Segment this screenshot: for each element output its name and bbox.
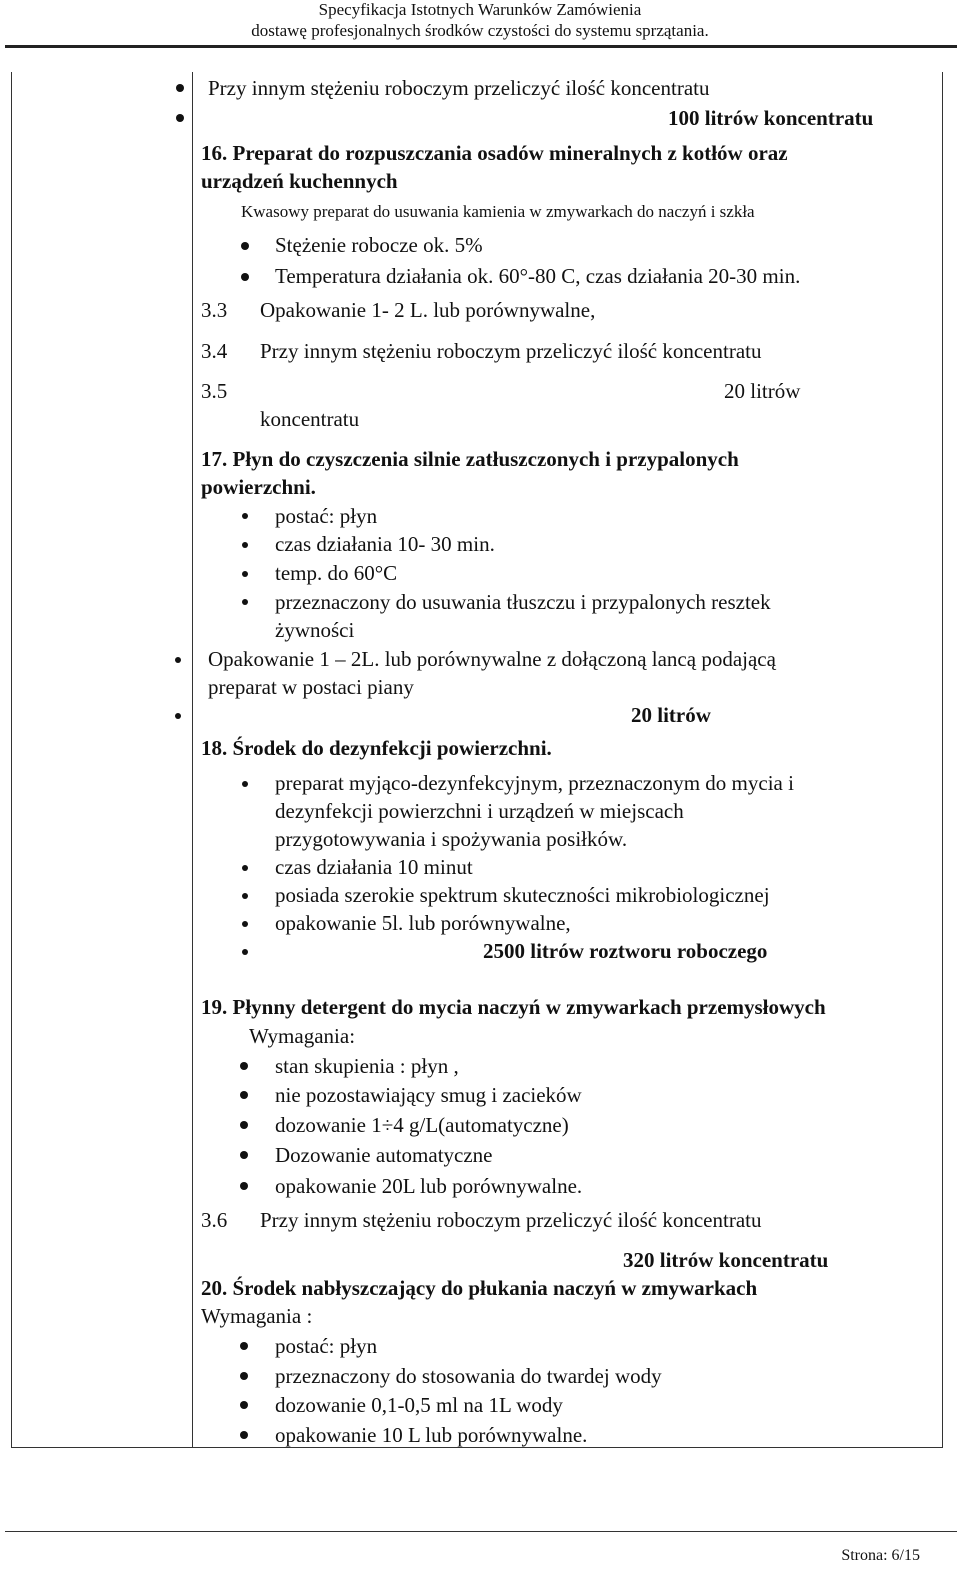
text-line: Stężenie robocze ok. 5% (275, 233, 483, 257)
text-line: postać: płyn (275, 1334, 378, 1358)
requirements-label: Wymagania: (249, 1024, 356, 1048)
text-line: Opakowanie 1- 2 L. lub porównywalne, (260, 298, 596, 322)
text-line: przeznaczony do usuwania tłuszczu i przypalonych resztek (275, 590, 771, 614)
text-line: Przy innym stężeniu roboczym przeliczyć ilość koncentratu (260, 1208, 762, 1232)
bullet (241, 273, 249, 281)
bullet (242, 542, 248, 548)
text-line: preparat myjąco-dezynfekcyjnym, przeznaczonym do mycia i (275, 771, 794, 795)
header-rule (5, 45, 957, 48)
list-number: 3.5 (201, 379, 228, 403)
bullet (240, 1151, 248, 1159)
text-line: dezynfekcji powierzchni i urządzeń w miejscach (275, 799, 684, 823)
bullet (242, 599, 248, 605)
text-line: opakowanie 5l. lub porównywalne, (275, 911, 571, 935)
bullet (242, 893, 248, 899)
text-line: żywności (275, 618, 355, 642)
text-line: Temperatura działania ok. 60°-80 C, czas działania 20-30 min. (275, 264, 801, 288)
quantity: 2500 litrów roztworu roboczego (483, 939, 768, 963)
text-line: nie pozostawiający smug i zacieków (275, 1083, 582, 1107)
text-line: dozowanie 1÷4 g/L(automatyczne) (275, 1113, 569, 1137)
text-line: Dozowanie automatyczne (275, 1143, 493, 1167)
bullet (241, 242, 249, 250)
bullet (242, 921, 248, 927)
bullet (242, 781, 248, 787)
header-subtitle: dostawę profesjonalnych środków czystości do systemu sprzątania. (251, 21, 709, 40)
bullet (240, 1182, 248, 1190)
text-line: przeznaczony do stosowania do twardej wody (275, 1364, 662, 1388)
text-line: Opakowanie 1 – 2L. lub porównywalne z dołączoną lancą podającą (208, 647, 776, 671)
text-line: dozowanie 0,1-0,5 ml na 1L wody (275, 1393, 563, 1417)
bullet (240, 1431, 248, 1439)
list-number: 3.3 (201, 298, 228, 322)
page-number: Strona: 6/15 (841, 1547, 920, 1564)
text-line: przygotowywania i spożywania posiłków. (275, 827, 628, 851)
text-line: opakowanie 10 L lub porównywalne. (275, 1423, 588, 1447)
section-title: powierzchni. (201, 475, 316, 499)
footer-rule (5, 1531, 957, 1532)
text-line: Przy innym stężeniu roboczym przeliczyć ilość koncentratu (208, 76, 710, 100)
text-line: temp. do 60°C (275, 561, 398, 585)
bullet (240, 1372, 248, 1380)
column-divider (192, 72, 193, 1448)
text-line: Przy innym stężeniu roboczym przeliczyć ilość koncentratu (260, 339, 762, 363)
section-title: 20. Środek nabłyszczający do płukania naczyń w zmywarkach (201, 1276, 758, 1300)
section-title: 18. Środek do dezynfekcji powierzchni. (201, 736, 552, 760)
bullet (175, 657, 181, 663)
bullet (176, 114, 184, 122)
quantity: 100 litrów koncentratu (668, 106, 874, 130)
section-title: 17. Płyn do czyszczenia silnie zatłuszczonych i przypalonych (201, 447, 739, 471)
section-description: Kwasowy preparat do usuwania kamienia w zmywarkach do naczyń i szkła (241, 202, 755, 221)
header-title: Specyfikacja Istotnych Warunków Zamówienia (318, 0, 642, 19)
bullet (175, 713, 181, 719)
text-line: czas działania 10 minut (275, 855, 473, 879)
bullet (240, 1401, 248, 1409)
text-line: preparat w postaci piany (208, 675, 414, 699)
quantity: 320 litrów koncentratu (623, 1248, 829, 1272)
text-line: opakowanie 20L lub porównywalne. (275, 1174, 583, 1198)
quantity: 20 litrów (724, 379, 801, 403)
bullet (240, 1091, 248, 1099)
bullet (240, 1121, 248, 1129)
bullet (176, 84, 184, 92)
section-title: urządzeń kuchennych (201, 169, 398, 193)
bullet (240, 1062, 248, 1070)
text-line: posiada szerokie spektrum skuteczności mikrobiologicznej (275, 883, 770, 907)
text-line: koncentratu (260, 407, 360, 431)
quantity: 20 litrów (631, 703, 711, 727)
list-number: 3.4 (201, 339, 228, 363)
bullet (242, 571, 248, 577)
text-line: czas działania 10- 30 min. (275, 532, 495, 556)
bullet (240, 1342, 248, 1350)
text-line: postać: płyn (275, 504, 378, 528)
text-line: stan skupienia : płyn , (275, 1054, 459, 1078)
bullet (242, 513, 248, 519)
section-title: 19. Płynny detergent do mycia naczyń w zmywarkach przemysłowych (201, 995, 826, 1019)
bullet (242, 949, 248, 955)
requirements-label: Wymagania : (201, 1304, 313, 1328)
bullet (242, 865, 248, 871)
section-title: 16. Preparat do rozpuszczania osadów mineralnych z kotłów oraz (201, 141, 788, 165)
list-number: 3.6 (201, 1208, 228, 1232)
